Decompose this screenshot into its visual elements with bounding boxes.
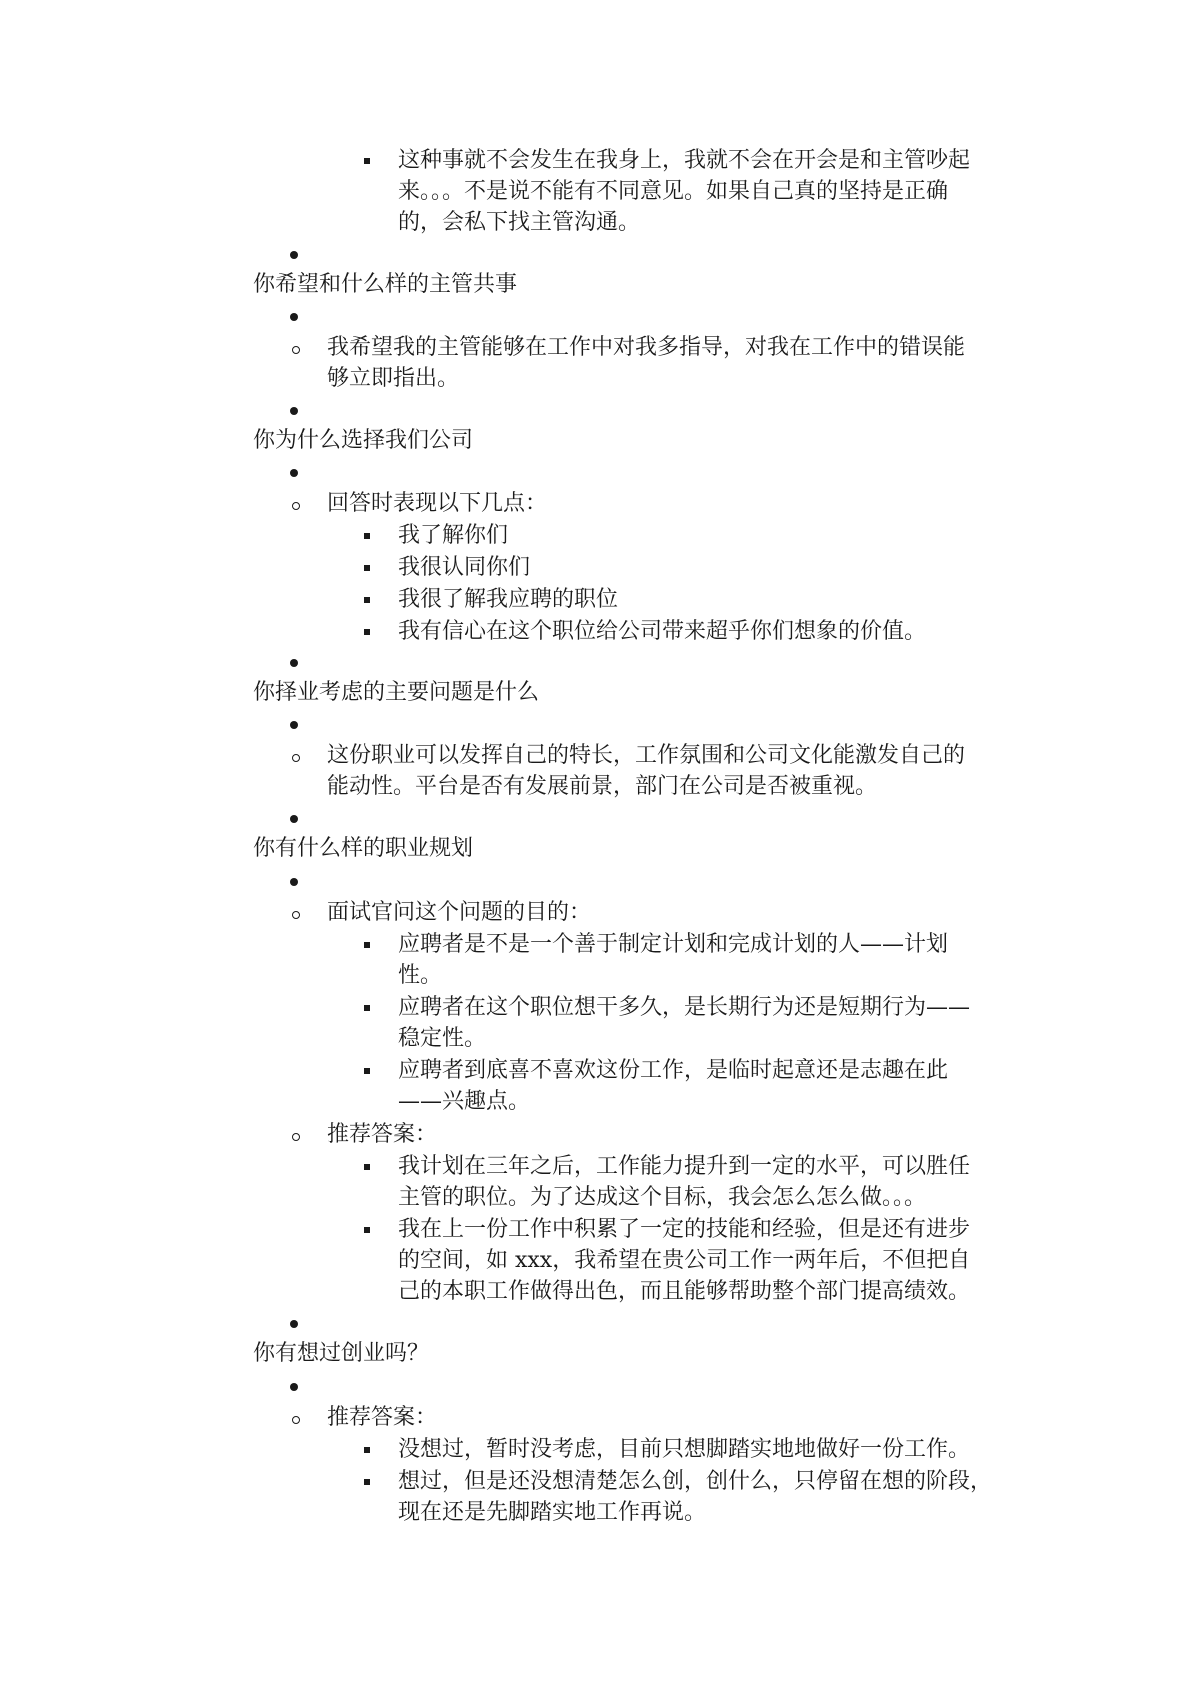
list-item-line: 我了解你们 xyxy=(398,523,509,548)
list-item-line: 来。。。不是说不能有不同意见。如果自己真的坚持是正确 xyxy=(398,179,949,204)
answer-line: 够立即指出。 xyxy=(327,366,460,391)
disc-bullet-icon xyxy=(290,815,298,823)
list-item-line: 稳定性。 xyxy=(398,1026,487,1051)
disc-bullet-icon xyxy=(290,878,298,886)
question-heading: 你为什么选择我们公司 xyxy=(253,428,474,453)
list-item-line: 我有信心在这个职位给公司带来超乎你们想象的价值。 xyxy=(398,619,927,644)
question-heading: 你有想过创业吗？ xyxy=(253,1341,430,1366)
disc-bullet-icon xyxy=(290,721,298,729)
list-item-line: 应聘者在这个职位想干多久，是长期行为还是短期行为—— xyxy=(398,995,971,1020)
list-item-line: 我很了解我应聘的职位 xyxy=(398,587,619,612)
circle-bullet-icon xyxy=(292,754,300,762)
answer-line: 回答时表现以下几点： xyxy=(327,491,548,516)
disc-bullet-icon xyxy=(290,469,298,477)
disc-bullet-icon xyxy=(290,251,298,259)
square-bullet-icon xyxy=(364,533,370,539)
square-bullet-icon xyxy=(364,1068,370,1074)
disc-bullet-icon xyxy=(290,1320,298,1328)
circle-bullet-icon xyxy=(292,502,300,510)
list-item-line: 我在上一份工作中积累了一定的技能和经验，但是还有进步 xyxy=(398,1217,971,1242)
list-item-line: 这种事就不会发生在我身上，我就不会在开会是和主管吵起 xyxy=(398,148,971,173)
list-item-line: 应聘者是不是一个善于制定计划和完成计划的人——计划 xyxy=(398,932,949,957)
square-bullet-icon xyxy=(364,942,370,948)
list-item-line: 己的本职工作做得出色，而且能够帮助整个部门提高绩效。 xyxy=(398,1279,971,1304)
square-bullet-icon xyxy=(364,1164,370,1170)
question-heading: 你择业考虑的主要问题是什么 xyxy=(253,680,540,705)
circle-bullet-icon xyxy=(292,346,300,354)
list-item-line: ——兴趣点。 xyxy=(398,1089,531,1114)
list-item-line: 性。 xyxy=(398,963,443,988)
list-item-line: 没想过，暂时没考虑，目前只想脚踏实地地做好一份工作。 xyxy=(398,1437,971,1462)
square-bullet-icon xyxy=(364,1005,370,1011)
answer-line: 我希望我的主管能够在工作中对我多指导，对我在工作中的错误能 xyxy=(327,335,966,360)
square-bullet-icon xyxy=(364,1227,370,1233)
disc-bullet-icon xyxy=(290,659,298,667)
list-item-line: 的，会私下找主管沟通。 xyxy=(398,210,641,235)
disc-bullet-icon xyxy=(290,407,298,415)
square-bullet-icon xyxy=(364,565,370,571)
answer-line: 面试官问这个问题的目的： xyxy=(327,900,592,925)
question-heading: 你希望和什么样的主管共事 xyxy=(253,272,518,297)
list-item-line: 的空间，如 xxx，我希望在贵公司工作一两年后，不但把自 xyxy=(398,1248,971,1273)
square-bullet-icon xyxy=(364,158,370,164)
disc-bullet-icon xyxy=(290,313,298,321)
square-bullet-icon xyxy=(364,629,370,635)
list-item-line: 现在还是先脚踏实地工作再说。 xyxy=(398,1500,707,1525)
circle-bullet-icon xyxy=(292,1416,300,1424)
list-item-line: 应聘者到底喜不喜欢这份工作，是临时起意还是志趣在此 xyxy=(398,1058,949,1083)
answer-line: 能动性。平台是否有发展前景，部门在公司是否被重视。 xyxy=(327,774,878,799)
question-heading: 你有什么样的职业规划 xyxy=(253,836,474,861)
circle-bullet-icon xyxy=(292,1133,300,1141)
circle-bullet-icon xyxy=(292,911,300,919)
list-item-line: 我很认同你们 xyxy=(398,555,531,580)
square-bullet-icon xyxy=(364,1479,370,1485)
square-bullet-icon xyxy=(364,1447,370,1453)
list-item-line: 我计划在三年之后，工作能力提升到一定的水平，可以胜任 xyxy=(398,1154,971,1179)
answer-line: 推荐答案： xyxy=(327,1405,438,1430)
list-item-line: 主管的职位。为了达成这个目标，我会怎么怎么做。。。 xyxy=(398,1185,927,1210)
list-item-line: 想过，但是还没想清楚怎么创，创什么，只停留在想的阶段， xyxy=(398,1469,993,1494)
square-bullet-icon xyxy=(364,597,370,603)
answer-line: 推荐答案： xyxy=(327,1122,438,1147)
answer-line: 这份职业可以发挥自己的特长，工作氛围和公司文化能激发自己的 xyxy=(327,743,966,768)
disc-bullet-icon xyxy=(290,1383,298,1391)
